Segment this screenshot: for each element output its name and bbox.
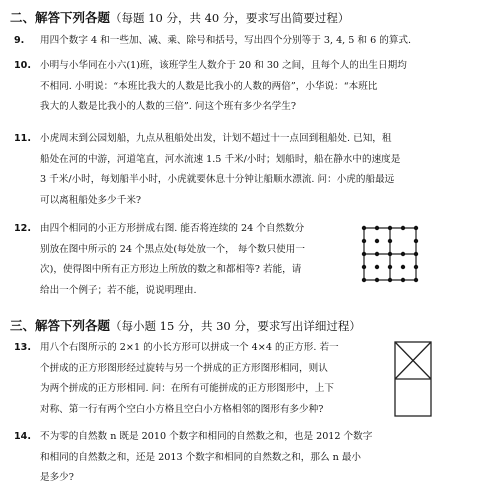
question-body [40,31,411,52]
question-line: 不相同. 小明说：“本班比我大的人数是比我小的人数的两倍”，小华说：“本班比 [40,80,378,92]
question-number: 12. [14,223,31,234]
question-line: 我大的人数是比我小的人数的三倍”. 问这个班有多少名学生? [40,101,296,112]
question-line: 和相同的自然数之和，还是 2013 个数字和相同的自然数之和，那么 n 最小 [40,451,362,463]
question-body [40,427,372,489]
question-line: 小虎周末到公园划船，九点从租船处出发，计划不超过十一点回到租船处. 已知，租 [40,133,392,144]
question-line: 用四个数字 4 和一些加、减、乘、除号和括号，写出四个分别等于 3, 4, 5 和 6 的算式. [40,35,412,46]
question-line: 由四个相同的小正方形拼成右图. 能否将连续的 24 个自然数分 [40,223,305,234]
question-line: 船处在河的中游，河道笔直，河水流速 1.5 千米/小时；划船时，船在静水中的速度是 [40,153,401,165]
section-3-title: 三、解答下列各题 [10,318,111,333]
question-line: 对称、第一行有两个空白小方格且空白小方格相邻的图形有多少种? [40,403,324,415]
section-2-header [10,8,349,26]
question-line: 可以离租船处多少千米? [40,194,142,206]
question-line: 是多少? [40,472,74,483]
question-number: 13. [14,342,31,353]
question-line: 别放在图中所示的 24 个黑点处(每处放一个， 每个数只使用一 [40,243,305,255]
question-line: 不为零的自然数 n 既是 2010 个数字和相同的自然数之和，也是 2012 个数字 [40,431,373,442]
question-body [40,129,400,211]
question-body [40,219,305,301]
question-body [40,56,407,118]
question-number: 10. [14,60,31,71]
question-line: 3 千米/小时，每划船半小时，小虎就要休息十分钟让船顺水漂流. 问：小虎的船最远 [40,174,395,185]
question-body [40,338,339,420]
question-line: 给出一个例子；若不能，说说明理由. [40,284,197,296]
section-2-title: 二、解答下列各题 [10,10,111,25]
question-number: 11. [14,133,31,144]
domino-figure [393,340,433,418]
question-line: 小明与小华同在小六(1)班，该班学生人数介于 20 和 30 之间，且每个人的出生日期均 [40,60,407,71]
question-line: 个拼成的正方形图形经过旋转与另一个拼成的正方形图形相同，则认 [40,362,328,374]
section-3-note: （每小题 15 分，共 30 分，要求写出详细过程） [110,319,361,333]
four-squares-figure [360,224,420,284]
question-number: 9. [14,35,25,46]
section-2-note: （每题 10 分，共 40 分，要求写出简要过程） [110,11,350,25]
question-line: 为两个拼成的正方形相同. 问：在所有可能拼成的正方形图形中，上下 [40,383,334,394]
section-3-header [10,316,361,334]
question-number: 14. [14,431,31,442]
question-line: 次)，使得图中所有正方形边上所放的数之和都相等? 若能，请 [40,264,302,275]
question-line: 用八个右图所示的 2×1 的小长方形可以拼成一个 4×4 的正方形. 若一 [40,342,339,353]
